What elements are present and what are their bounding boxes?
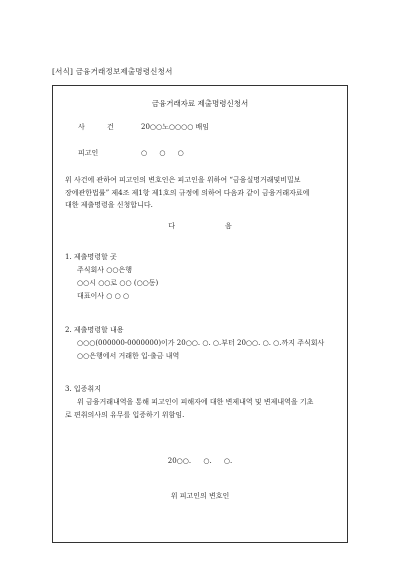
da-char: 다	[168, 222, 175, 230]
intro-paragraph	[65, 174, 337, 212]
document-frame	[52, 85, 348, 543]
section-line: 대표이사 ○ ○ ○	[77, 292, 130, 300]
section-line: 로 편취의사의 유무를 입증하기 위함임.	[65, 411, 185, 419]
section-line: 주식회사 ○○은행	[77, 266, 133, 274]
defendant-label: 피고인	[78, 149, 99, 157]
document-title: 금융거래자료 제출명령신청서	[151, 99, 249, 108]
defendant-name: ○ ○ ○	[141, 149, 184, 157]
signer-line: 위 피고인의 변호인	[170, 492, 230, 500]
filing-date: 20○○. ○. ○.	[167, 457, 233, 465]
section-line: ○○○(000000-0000000)이가 20○○. ○. ○.부터 20○○. ○. ○.까지 주식회사	[77, 339, 325, 347]
section-heading: 2. 제출명령할 내용	[65, 326, 124, 334]
section-line: ○○은행에서 거래한 입·출금 내역	[77, 352, 180, 360]
intro-line: 장에관한법률” 제4조 제1항 제1호의 규정에 의하여 다음과 같이 금융거래자료에	[65, 188, 310, 197]
intro-line: 위 사건에 관하여 피고인의 변호인은 피고인을 위하여 “금융실명거래및비밀보	[65, 176, 301, 184]
case-label: 사 건	[78, 123, 114, 131]
section-heading: 3. 입증취지	[65, 385, 101, 393]
section-line: 위 금융거래내역을 통해 피고인이 피해자에 대한 변제내역 및 변제내역을 기초	[77, 398, 314, 406]
section-line: ○○시 ○○로 ○○ (○○동)	[77, 279, 159, 287]
eum-char: 음	[225, 222, 232, 230]
form-label: [서식] 금융거래정보제출명령신청서	[52, 67, 173, 76]
intro-line: 대한 제출명령을 신청합니다.	[65, 201, 153, 209]
section-heading: 1. 제출명령할 곳	[65, 253, 117, 261]
section-divider-heading	[53, 221, 347, 232]
case-value: 20○○노○○○○ 배임	[141, 123, 210, 131]
